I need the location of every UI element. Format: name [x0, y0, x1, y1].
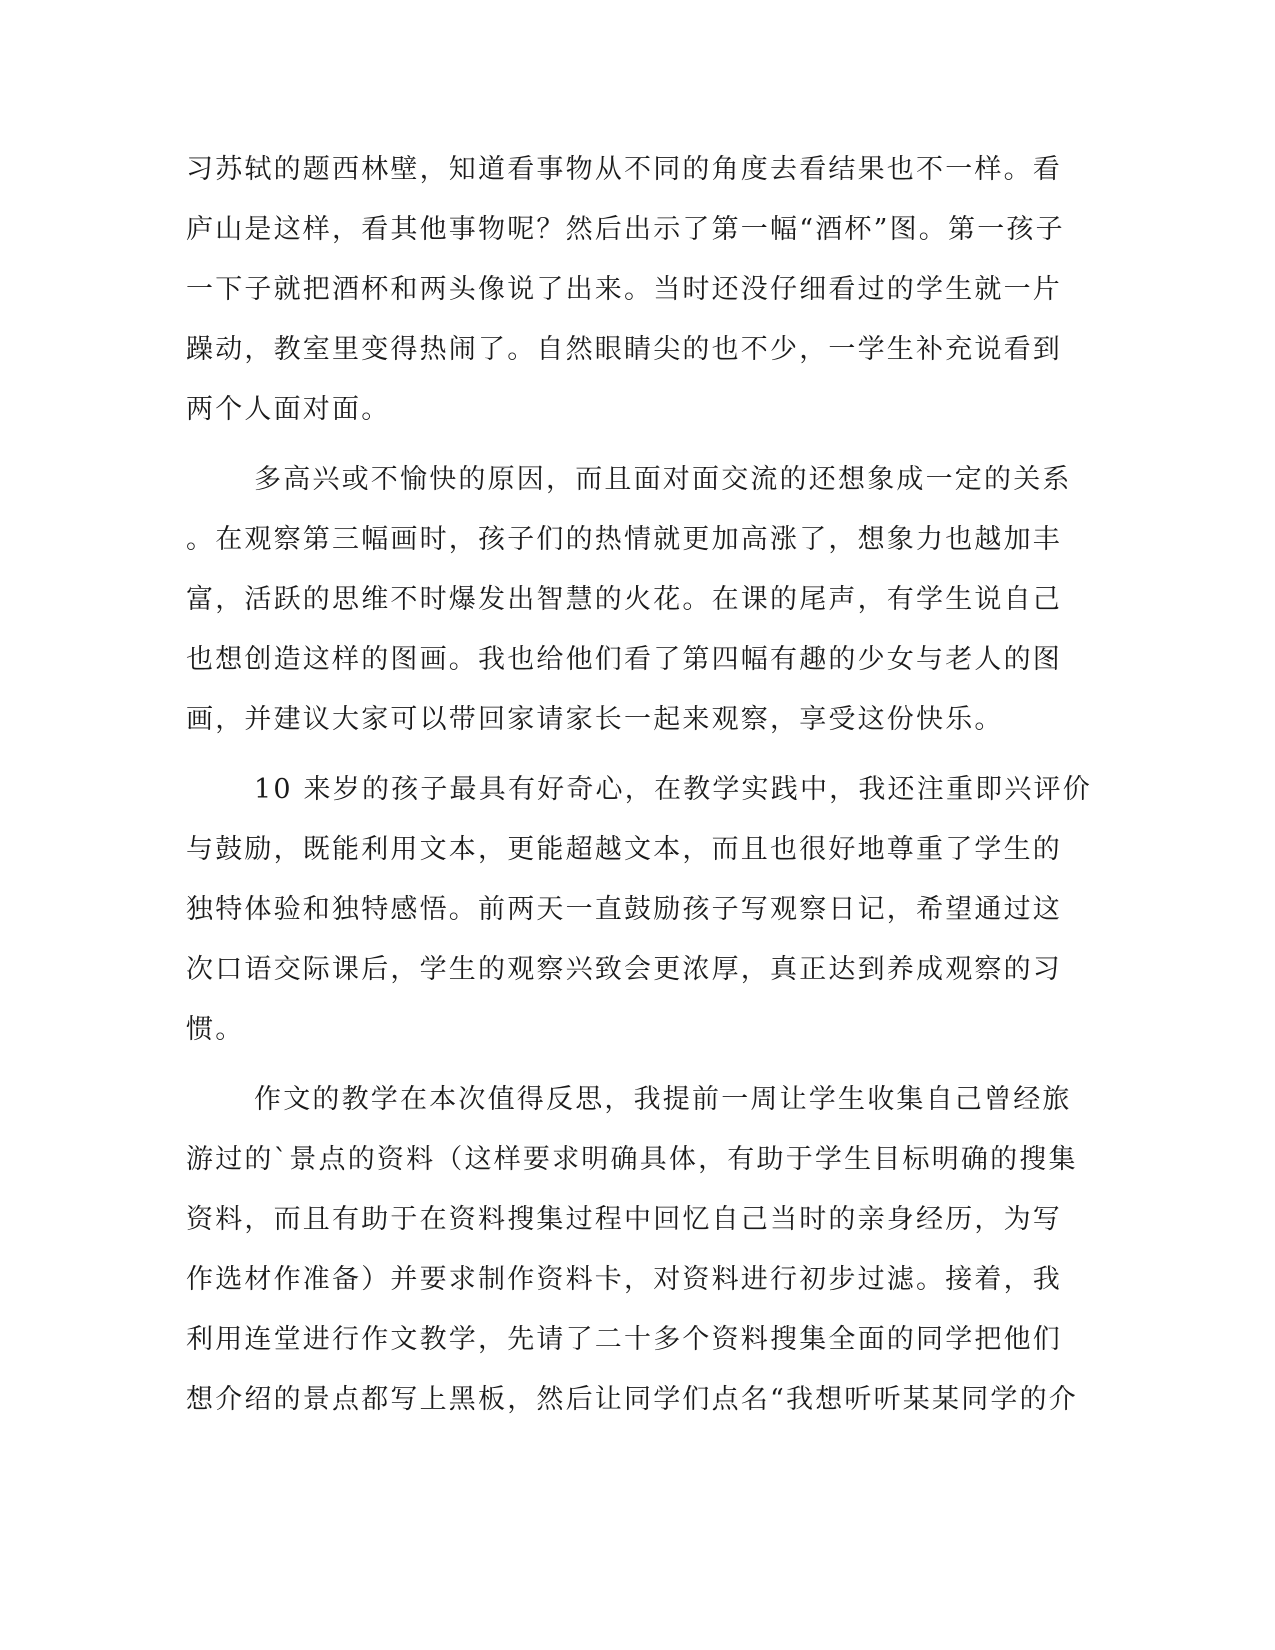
text-line: 两个人面对面。 — [186, 394, 391, 425]
text-line: 多高兴或不愉快的原因，而且面对面交流的还想象成一定的关系 — [254, 464, 1072, 495]
text-line: 独特体验和独特感悟。前两天一直鼓励孩子写观察日记，希望通过这 — [186, 894, 1062, 925]
text-line: 一下子就把酒杯和两头像说了出来。当时还没仔细看过的学生就一片 — [186, 274, 1062, 305]
text-line: 想介绍的景点都写上黑板，然后让同学们点名“我想听听某某同学的介 — [186, 1384, 1079, 1415]
text-line: 作文的教学在本次值得反思，我提前一周让学生收集自己曾经旅 — [254, 1084, 1072, 1115]
text-line: 也想创造这样的图画。我也给他们看了第四幅有趣的少女与老人的图 — [186, 644, 1062, 675]
text-line: 富，活跃的思维不时爆发出智慧的火花。在课的尾声，有学生说自己 — [186, 584, 1062, 615]
text-line: 庐山是这样，看其他事物呢？然后出示了第一幅“酒杯”图。第一孩子 — [186, 214, 1065, 245]
paragraph — [186, 760, 1092, 1060]
text-line: 习苏轼的题西林壁，知道看事物从不同的角度去看结果也不一样。看 — [186, 154, 1062, 185]
body-text — [186, 140, 1092, 1430]
text-line: 惯。 — [186, 1014, 245, 1045]
text-line: 躁动，教室里变得热闹了。自然眼睛尖的也不少，一学生补充说看到 — [186, 334, 1062, 365]
text-line: 资料，而且有助于在资料搜集过程中回忆自己当时的亲身经历，为写 — [186, 1204, 1062, 1235]
text-line: 利用连堂进行作文教学，先请了二十多个资料搜集全面的同学把他们 — [186, 1324, 1062, 1355]
paragraph — [186, 450, 1072, 750]
paragraph — [186, 1070, 1079, 1430]
text-line: 10 来岁的孩子最具有好奇心，在教学实践中，我还注重即兴评价 — [254, 774, 1092, 805]
text-line: 游过的`景点的资料（这样要求明确具体，有助于学生目标明确的搜集 — [186, 1144, 1078, 1175]
text-line: 与鼓励，既能利用文本，更能超越文本，而且也很好地尊重了学生的 — [186, 834, 1062, 865]
text-line: 次口语交际课后，学生的观察兴致会更浓厚，真正达到养成观察的习 — [186, 954, 1062, 985]
paragraph — [186, 140, 1066, 440]
text-line: 画，并建议大家可以带回家请家长一起来观察，享受这份快乐。 — [186, 704, 1004, 735]
text-line: 作选材作准备）并要求制作资料卡，对资料进行初步过滤。接着，我 — [186, 1264, 1062, 1295]
text-line: 。在观察第三幅画时，孩子们的热情就更加高涨了，想象力也越加丰 — [186, 524, 1062, 555]
